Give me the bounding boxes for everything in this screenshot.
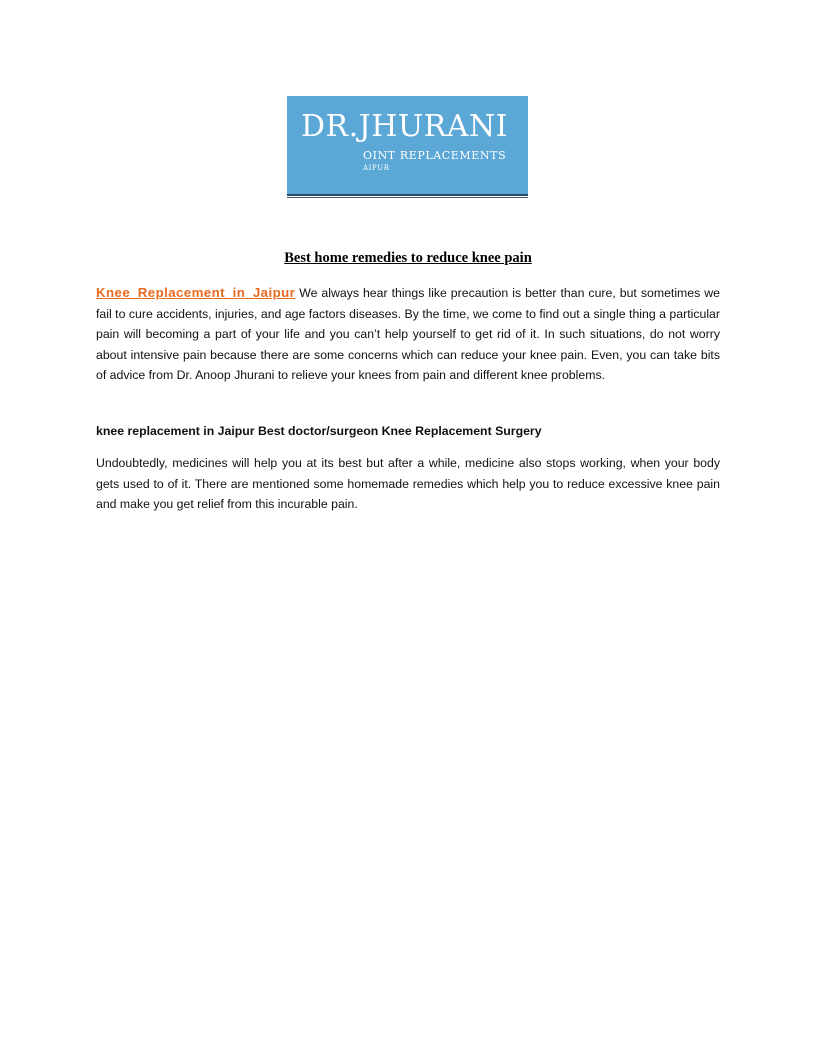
- subheading: knee replacement in Jaipur Best doctor/surgeon Knee Replacement Surgery: [96, 424, 542, 438]
- intro-text: We always hear things like precaution is better than cure, but sometimes we fail to cure accidents, injuries, and age factors diseases. By the time, we come to find out a single thing a particular pain will becoming a part of your life and you can’t help yourself to get rid of it. In such situations, do not worry about intensive pain because there are some concerns which can reduce your knee pain. Even, you can take bits of advice from Dr. Anoop Jhurani to relieve your knees from pain and different knee problems.: [96, 286, 720, 383]
- intro-paragraph: [96, 283, 720, 386]
- logo-subtitle: OINT REPLACEMENTS: [363, 149, 507, 162]
- knee-replacement-link[interactable]: Knee Replacement in Jaipur: [96, 285, 296, 300]
- logo-main-text: DR.JHURANI: [301, 109, 509, 144]
- logo-underline: [287, 197, 528, 198]
- logo-city: AIPUR: [363, 164, 390, 172]
- body-paragraph: Undoubtedly, medicines will help you at its best but after a while, medicine also stops working, when your body gets used to of it. There are mentioned some homemade remedies which help you to reduce excessive knee pain and make you get relief from this incurable pain.: [96, 456, 720, 512]
- article-title: Best home remedies to reduce knee pain: [284, 250, 532, 266]
- clinic-logo: [287, 96, 528, 196]
